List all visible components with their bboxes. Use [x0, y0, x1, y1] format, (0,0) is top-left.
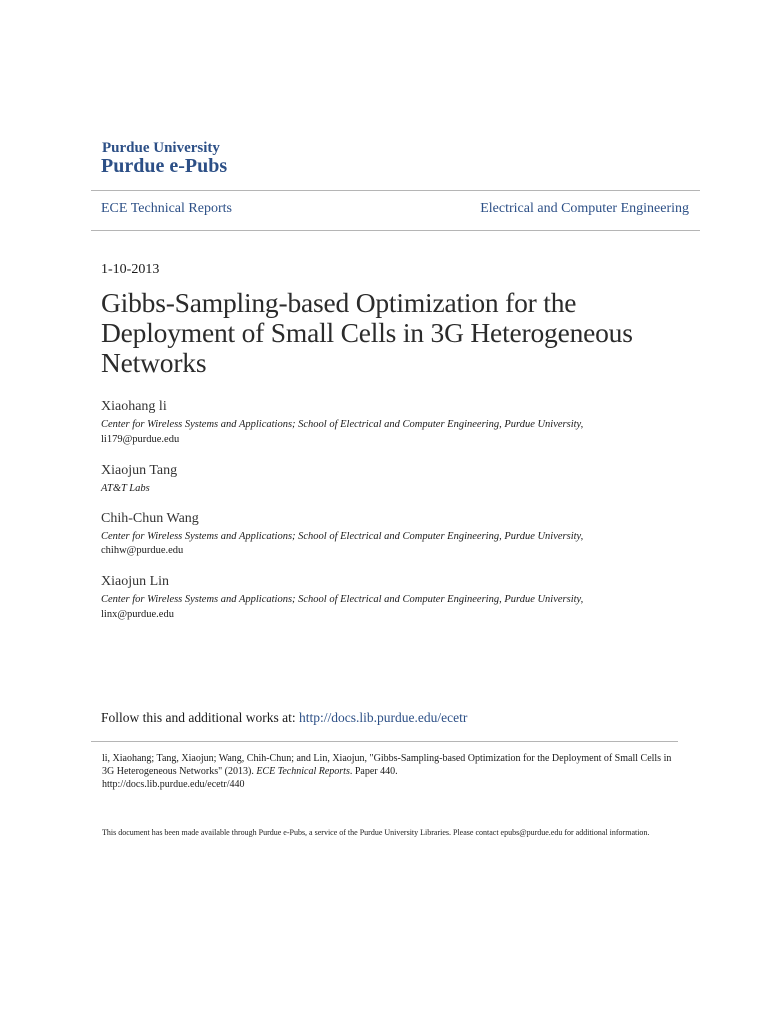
repository-name[interactable]: Purdue e-Pubs	[101, 155, 228, 177]
document-title: Gibbs-Sampling-based Optimization for the Deployment of Small Cells in 3G Heterogeneous Networks	[101, 287, 633, 378]
divider-top	[91, 190, 700, 191]
availability-notice: This document has been made available through Purdue e-Pubs, a service of the Purdue University Libraries. Please contact epubs@purdue.edu for additional information.	[102, 828, 650, 837]
divider-bottom	[91, 230, 700, 231]
citation-url[interactable]: http://docs.lib.purdue.edu/ecetr/440	[102, 779, 245, 790]
author-name: Xiaohang li	[101, 399, 167, 414]
electrical-computer-engineering-link[interactable]: Electrical and Computer Engineering	[480, 201, 689, 216]
author-affiliation: AT&T Labs	[101, 483, 150, 494]
author-name: Chih-Chun Wang	[101, 511, 199, 526]
ece-technical-reports-link[interactable]: ECE Technical Reports	[101, 201, 232, 216]
citation-text: li, Xiaohang; Tang, Xiaojun; Wang, Chih-Chun; and Lin, Xiaojun, "Gibbs-Sampling-based Optimization for the Deployment of Small Cells in 3G Heterogeneous Networks" (2013).	[102, 753, 672, 777]
ecetr-link[interactable]: http://docs.lib.purdue.edu/ecetr	[299, 710, 468, 725]
citation-paper: . Paper 440.	[349, 766, 398, 777]
follow-line	[101, 710, 467, 726]
author-affiliation: Center for Wireless Systems and Applications; School of Electrical and Computer Engineering, Purdue University,	[101, 531, 584, 542]
follow-text: Follow this and additional works at:	[101, 710, 299, 725]
divider-citation	[91, 741, 678, 742]
author-name: Xiaojun Tang	[101, 463, 178, 478]
citation-block	[102, 752, 682, 791]
author-affiliation: Center for Wireless Systems and Applications; School of Electrical and Computer Engineering, Purdue University,	[101, 594, 584, 605]
author-name: Xiaojun Lin	[101, 574, 170, 589]
author-email: linx@purdue.edu	[101, 609, 174, 620]
university-name[interactable]: Purdue University	[102, 140, 220, 156]
author-affiliation: Center for Wireless Systems and Applications; School of Electrical and Computer Engineering, Purdue University,	[101, 419, 584, 430]
author-email: chihw@purdue.edu	[101, 545, 184, 556]
citation-series: ECE Technical Reports	[256, 766, 350, 777]
publication-date: 1-10-2013	[101, 262, 160, 277]
author-email: li179@purdue.edu	[101, 434, 180, 445]
